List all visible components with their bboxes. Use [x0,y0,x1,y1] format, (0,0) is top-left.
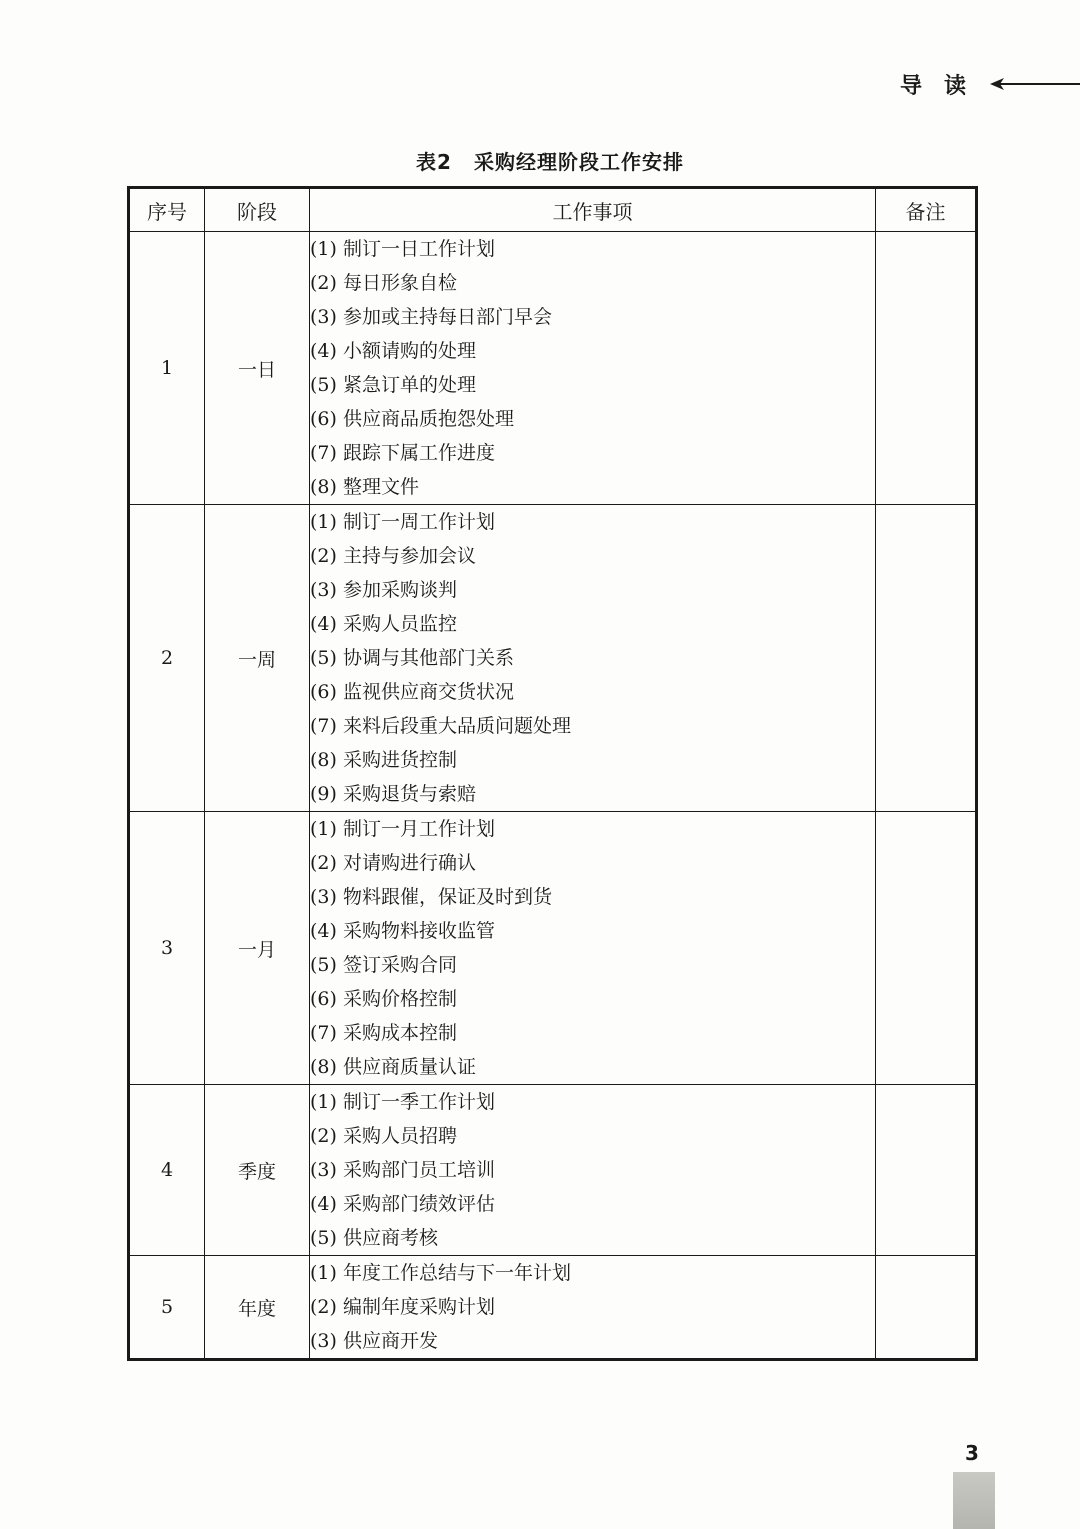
row-task-list [310,1085,876,1256]
column-header-remarks: 备注 [876,188,977,232]
row-stage: 年度 [205,1256,310,1360]
task-item: (6) 监视供应商交货状况 [310,681,514,703]
task-item: (2) 编制年度采购计划 [310,1296,495,1318]
column-header-stage: 阶段 [205,188,310,232]
row-remarks [876,232,977,505]
task-item: (8) 整理文件 [310,476,419,498]
row-task-list [310,812,876,1085]
column-header-index: 序号 [129,188,205,232]
page-number: 3 [965,1441,979,1465]
task-item: (3) 参加或主持每日部门早会 [310,306,552,328]
table-row [129,1256,977,1360]
row-stage: 一周 [205,505,310,812]
row-index: 4 [129,1085,205,1256]
task-item: (8) 供应商质量认证 [310,1056,476,1078]
task-item: (3) 采购部门员工培训 [310,1159,495,1181]
table-header-row [129,188,977,232]
table-caption-number: 表2 [416,150,452,174]
task-item: (3) 参加采购谈判 [310,579,457,601]
task-item: (5) 紧急订单的处理 [310,374,476,396]
row-index: 3 [129,812,205,1085]
row-task-list [310,232,876,505]
column-header-tasks: 工作事项 [310,188,876,232]
row-index: 2 [129,505,205,812]
task-item: (3) 物料跟催，保证及时到货 [310,886,552,908]
task-item: (9) 采购退货与索赔 [310,783,476,805]
row-index: 1 [129,232,205,505]
task-item: (1) 制订一季工作计划 [310,1091,495,1113]
row-remarks [876,505,977,812]
header-title: 导读 [899,73,988,99]
table-row [129,505,977,812]
table-caption [0,146,1080,175]
row-stage: 一日 [205,232,310,505]
task-item: (8) 采购进货控制 [310,749,457,771]
task-item: (7) 采购成本控制 [310,1022,457,1044]
task-item: (5) 协调与其他部门关系 [310,647,514,669]
row-index: 5 [129,1256,205,1360]
task-item: (3) 供应商开发 [310,1330,438,1352]
row-task-list [310,505,876,812]
table-row [129,812,977,1085]
task-item: (4) 采购物料接收监管 [310,920,495,942]
work-schedule-table [127,186,978,1361]
task-item: (4) 小额请购的处理 [310,340,476,362]
row-task-list [310,1256,876,1360]
page-edge-tab [953,1472,995,1529]
task-item: (1) 制订一周工作计划 [310,511,495,533]
task-item: (5) 供应商考核 [310,1227,438,1249]
task-item: (5) 签订采购合同 [310,954,457,976]
table-caption-title: 采购经理阶段工作安排 [473,150,684,174]
row-remarks [876,1085,977,1256]
table-row [129,232,977,505]
table-row [129,1085,977,1256]
running-header [900,66,1080,102]
task-item: (2) 采购人员招聘 [310,1125,457,1147]
task-item: (2) 每日形象自检 [310,272,457,294]
row-stage: 季度 [205,1085,310,1256]
task-item: (2) 主持与参加会议 [310,545,476,567]
task-item: (1) 制订一月工作计划 [310,818,495,840]
task-item: (6) 采购价格控制 [310,988,457,1010]
task-item: (7) 来料后段重大品质问题处理 [310,715,571,737]
task-item: (4) 采购部门绩效评估 [310,1193,495,1215]
task-item: (2) 对请购进行确认 [310,852,476,874]
task-item: (4) 采购人员监控 [310,613,457,635]
row-remarks [876,1256,977,1360]
row-stage: 一月 [205,812,310,1085]
arrow-left-icon [990,74,1080,94]
task-item: (1) 年度工作总结与下一年计划 [310,1262,571,1284]
row-remarks [876,812,977,1085]
task-item: (1) 制订一日工作计划 [310,238,495,260]
task-item: (6) 供应商品质抱怨处理 [310,408,514,430]
task-item: (7) 跟踪下属工作进度 [310,442,495,464]
